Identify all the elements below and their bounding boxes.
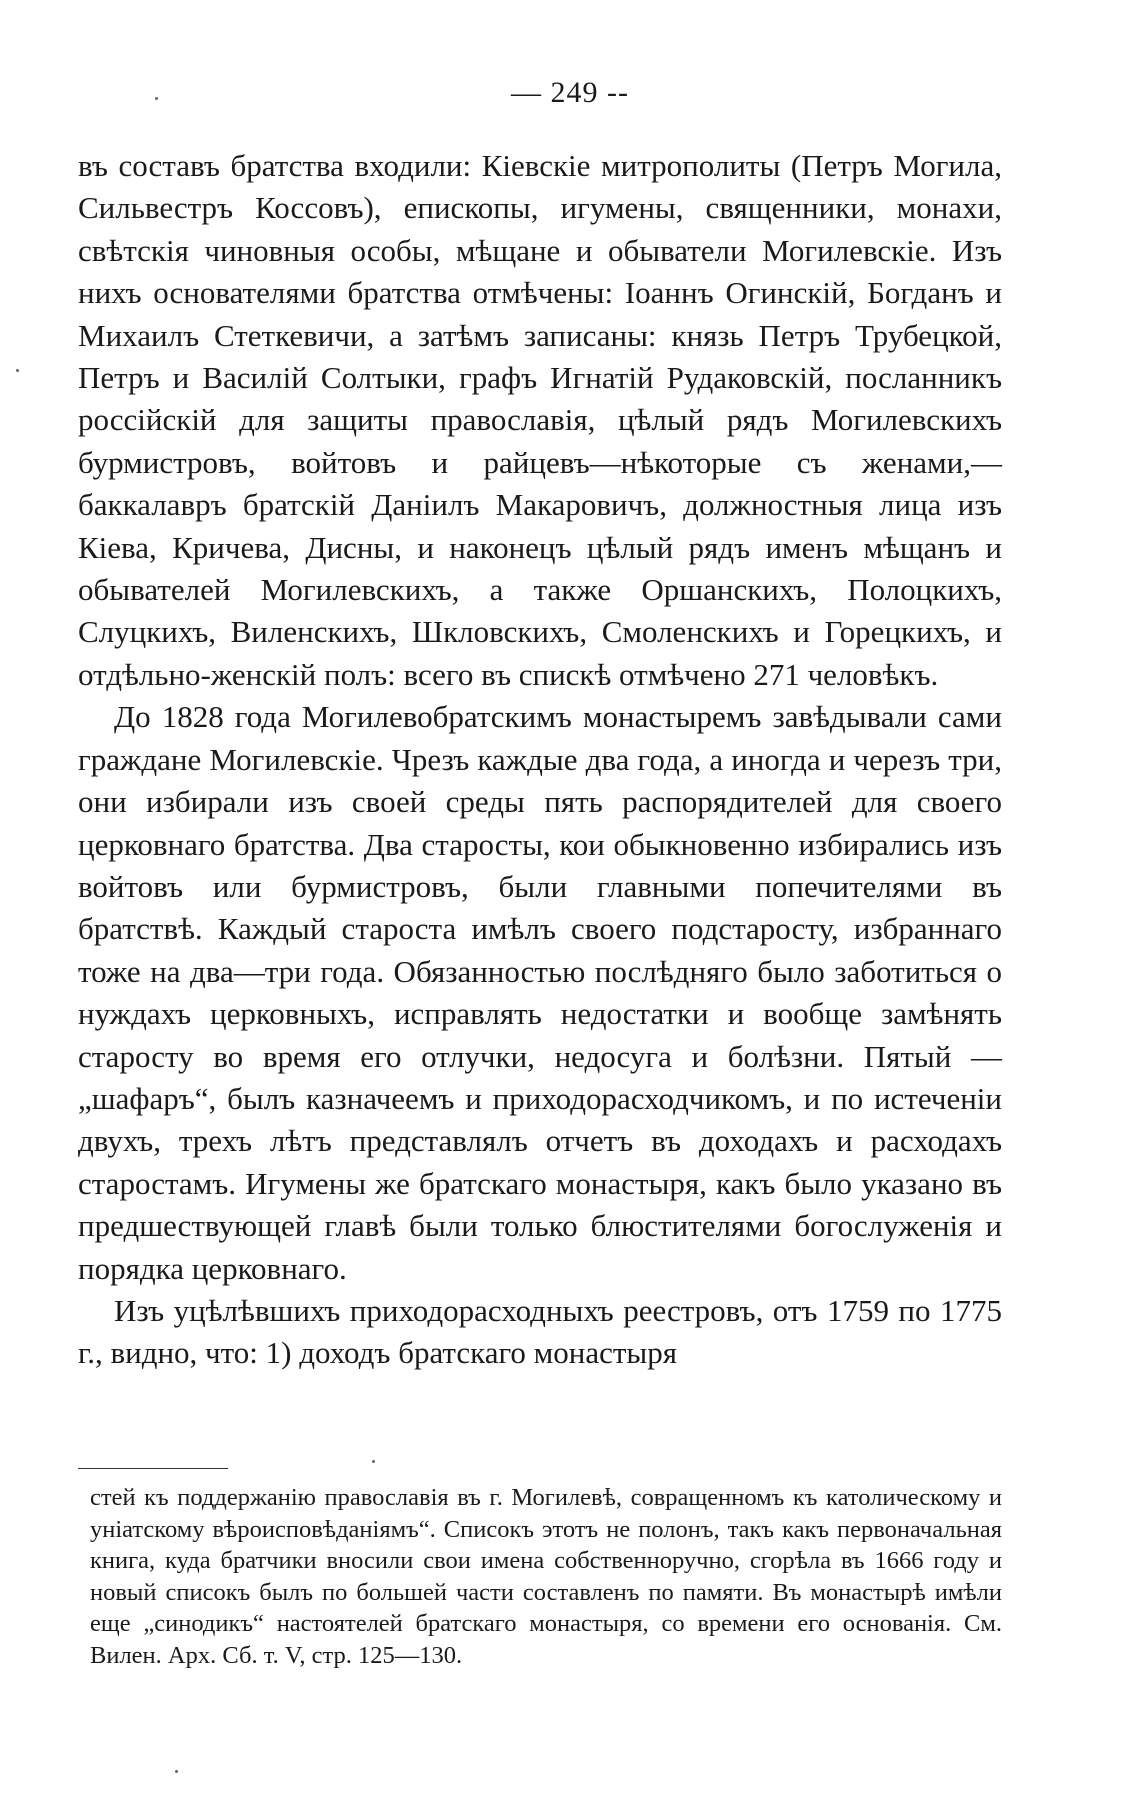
print-speck — [175, 1770, 178, 1773]
footnote-divider — [78, 1468, 228, 1469]
print-speck — [16, 369, 19, 372]
footnote-area — [90, 1482, 1002, 1671]
print-speck — [372, 1460, 375, 1463]
footnote-text: стей къ поддержанію православія въ г. Могилевѣ, совращенномъ къ католическому и уніатскому вѣроисповѣданіямъ“. Списокъ этотъ не полонъ, такъ какъ первоначальная книга, куда братчики вносили свои имена собственноручно, сгорѣла въ 1666 году и новый списокъ былъ по большей части составленъ по памяти. Въ монастырѣ имѣли еще „синодикъ“ настоятелей братскаго монастыря, со времени его основанія. См. Вилен. Арх. Сб. т. V, стр. 125—130. — [90, 1484, 1002, 1669]
main-text — [78, 145, 1002, 1375]
print-speck — [155, 97, 158, 100]
paragraph-1: въ составъ братства входили: Кіевскіе митрополиты (Петръ Могила, Сильвестръ Коссовъ), епископы, игумены, священники, монахи, свѣтскія чиновныя особы, мѣщане и обыватели Могилевскіе. Изъ нихъ основателями братства отмѣчены: Іоаннъ Огинскій, Богданъ и Михаилъ Стеткевичи, а затѣмъ записаны: князь Петръ Трубецкой, Петръ и Василій Солтыки, графъ Игнатій Рудаковскій, посланникъ россійскій для защиты православія, цѣлый рядъ Могилевскихъ бурмистровъ, войтовъ и райцевъ—нѣкоторые съ женами,—баккалавръ братскій Даніилъ Макаровичъ, должностныя лица изъ Кіева, Кричева, Дисны, и наконецъ цѣлый рядъ именъ мѣщанъ и обывателей Могилевскихъ, а также Оршанскихъ, Полоцкихъ, Слуцкихъ, Виленскихъ, Шкловскихъ, Смоленскихъ и Горецкихъ, и отдѣльно-женскій полъ: всего въ спискѣ отмѣчено 271 человѣкъ. — [78, 148, 1002, 692]
page-number: — 249 -- — [511, 76, 629, 109]
paragraph-3: Изъ уцѣлѣвшихъ приходорасходныхъ реестровъ, отъ 1759 по 1775 г., видно, что: 1) доходъ братскаго монастыря — [78, 1292, 1002, 1371]
paragraph-2: До 1828 года Могилевобратскимъ монастыремъ завѣдывали сами граждане Могилевскіе. Чрезъ каждые два года, а иногда и черезъ три, они избирали изъ своей среды пять распорядителей для своего церковнаго братства. Два старосты, кои обыкновенно избирались изъ войтовъ или бурмистровъ, были главными попечителями въ братствѣ. Каждый староста имѣлъ своего подстаросту, избраннаго тоже на два—три года. Обязанностью послѣдняго было заботиться о нуждахъ церковныхъ, исправлять недостатки и вообще замѣнять старосту во время его отлучки, недосуга и болѣзни. Пятый — „шафаръ“, былъ казначеемъ и приходорасходчикомъ, и по истеченіи двухъ, трехъ лѣтъ представлялъ отчетъ въ доходахъ и расходахъ старостамъ. Игумены же братскаго монастыря, какъ было указано въ предшествующей главѣ были только блюстителями богослуженія и порядка церковнаго. — [78, 699, 1002, 1286]
